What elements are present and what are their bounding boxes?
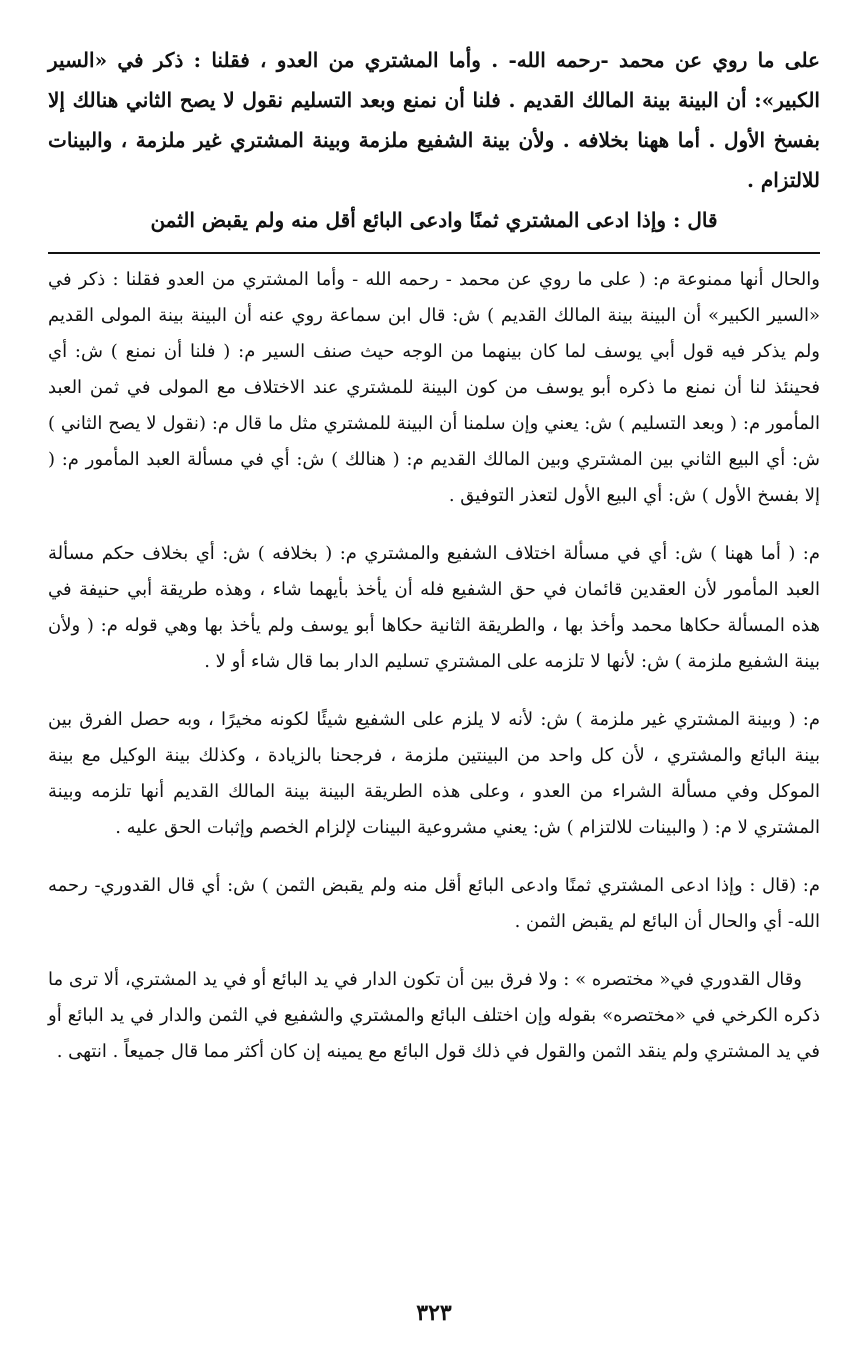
commentary-paragraph: م: (قال : وإذا ادعى المشتري ثمنًا وادعى البائع أقل منه ولم يقبض الثمن ) ش: أي قال القدوري- رحمه الله- أي والحال أن البائع لم يقبض الثمن . bbox=[48, 875, 820, 932]
commentary-paragraph: وقال القدوري في« مختصره » : ولا فرق بين أن تكون الدار في يد البائع أو في يد المشتري، ألا ترى ما ذكره الكرخي في «مختصره» بقوله وإن اختلف البائع والمشتري والشفيع في الثمن والدار في يد البائع أو في يد المشتري ولم ينقد الثمن والقول في ذلك قول البائع مع يمينه إن كان أكثر مما قال جميعاً . انتهى . bbox=[48, 969, 820, 1062]
commentary-paragraph: والحال أنها ممنوعة م: ( على ما روي عن محمد - رحمه الله - وأما المشتري من العدو فقلنا : ذكر في «السير الكبير» أن البينة بينة المالك القديم ) ش: قال ابن سماعة روي عنه أن البينة بينة المولى القديم ولم يذكر فيه قول أبي يوسف لما كان بينهما من الوجه حيث صنف السير م: ( فلنا أن نمنع ) ش: أي فحينئذ لنا أن نمنع ما ذكره أبو يوسف من كون البينة للمشتري عند الاختلاف مع المولى في ثمن العبد المأمور م: ( وبعد التسليم ) ش: يعني وإن سلمنا أن البينة للمشتري مثل ما قال م: (نقول لا يصح الثاني ) ش: أي البيع الثاني بين المشتري وبين المالك القديم م: ( هنالك ) ش: أي في مسألة العبد المأمور م: ( إلا بفسخ الأول ) ش: أي البيع الأول لتعذر التوفيق . bbox=[48, 269, 820, 506]
main-text-last-line: قال : وإذا ادعى المشتري ثمنًا وادعى البائع أقل منه ولم يقبض الثمن bbox=[150, 208, 718, 232]
page-number: ٣٢٣ bbox=[416, 1300, 452, 1326]
commentary-block bbox=[48, 262, 820, 1092]
commentary-paragraph: م: ( وبينة المشتري غير ملزمة ) ش: لأنه لا يلزم على الشفيع شيئًا لكونه مخيرًا ، وبه حصل الفرق بين بينة البائع والمشتري ، لأن كل واحد من البينتين ملزمة ، فرجحنا بالزيادة ، وكذلك بينة الوكيل مع بينة الموكل وفي مسألة الشراء من العدو ، وعلى هذه الطريقة البينة بينة المالك القديم أنها تلزمه وبينة المشتري لا م: ( والبينات للالتزام ) ش: يعني مشروعية البينات لإلزام الخصم وإثبات الحق عليه . bbox=[48, 709, 821, 838]
section-divider bbox=[48, 252, 820, 254]
main-text-block bbox=[48, 40, 820, 240]
commentary-paragraph: م: ( أما ههنا ) ش: أي في مسألة اختلاف الشفيع والمشتري م: ( بخلافه ) ش: أي بخلاف حكم مسألة العبد المأمور لأن العقدين قائمان في حق الشفيع فله أن يأخذ بأيهما شاء ، وهذه طريقة أبي حنيفة في هذه المسألة حكاها محمد وأخذ بها ، والطريقة الثانية حكاها أبو يوسف ولم يأخذ بها وهي قوله م: ( ولأن بينة الشفيع ملزمة ) ش: لأنها لا تلزمه على المشتري تسليم الدار بما قال شاء أو لا . bbox=[48, 543, 820, 672]
main-text-paragraph: على ما روي عن محمد -رحمه الله- . وأما المشتري من العدو ، فقلنا : ذكر في «السير الكبير»: أن البينة بينة المالك القديم . فلنا أن نمنع وبعد التسليم نقول لا يصح الثاني هنالك إلا بفسخ الأول . أما ههنا بخلافه . ولأن بينة الشفيع ملزمة وبينة المشتري غير ملزمة ، والبينات للالتزام . bbox=[48, 48, 820, 192]
